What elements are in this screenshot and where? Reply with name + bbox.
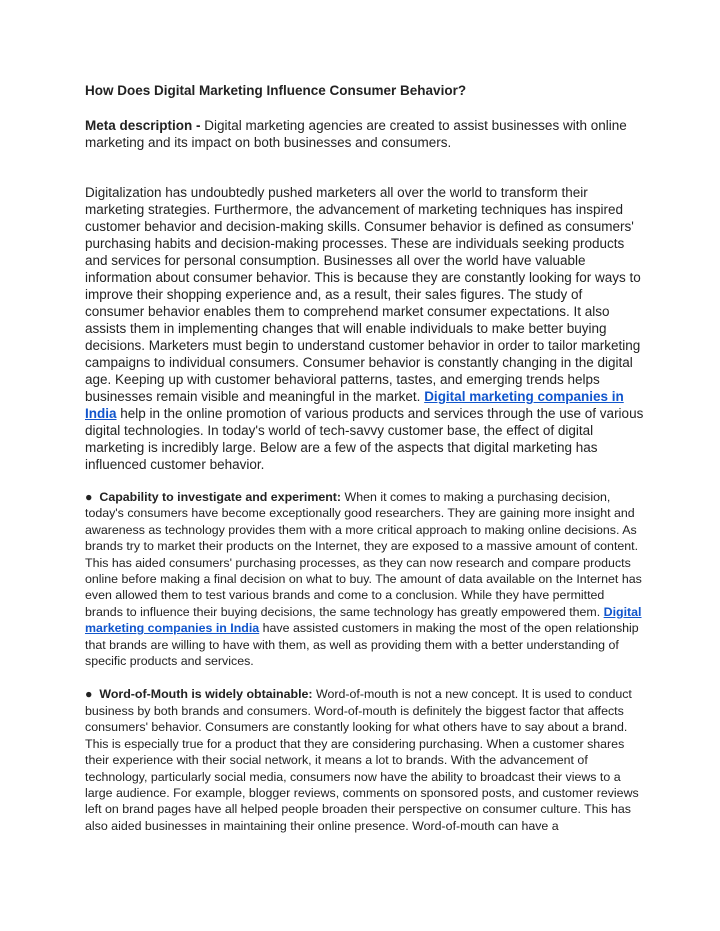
- bullet-marker-icon: ●: [85, 490, 93, 504]
- document-title: How Does Digital Marketing Influence Consumer Behavior?: [85, 83, 467, 98]
- intro-text-continued: help in the online promotion of various products and services through the use of various digital technologies. In today's world of tech-savvy customer base, the effect of digital marketing is incredibly large. Below are a few of the aspects that digital marketing has influenced customer behavior.: [85, 406, 644, 472]
- bullet-text: Word-of-mouth is not a new concept. It is used to conduct business by both brands and consumers. Word-of-mouth is definitely the biggest factor that affects consumers' behavior. Consumers are constantly looking for what others have to say about a brand. This is especially true for a product that they are considering purchasing. When a customer shares their experience with their social network, it means a lot to brands. With the advancement of technology, particularly social media, consumers now have the ability to broadcast their views to a large audience. For example, blogger reviews, comments on sponsored posts, and customer reviews left on brand pages have all helped people broaden their perspective on consumer culture. This has also aided businesses in maintaining their online presence. Word-of-mouth can have a: [85, 687, 639, 833]
- bullet-text-continued: have assisted customers in making the most of the open relationship that brands are willing to have with them, as well as providing them with a better understanding of specific products and services.: [85, 621, 639, 669]
- meta-description: [85, 117, 645, 151]
- digital-marketing-link[interactable]: Digital marketing companies in India: [85, 389, 624, 421]
- bullet-text: When it comes to making a purchasing decision, today's consumers have become exceptionally good researchers. They are gaining more insight and awareness as technology provides them with a more critical approach to making online decisions. As brands try to market their products on the Internet, they are exposed to a massive amount of content. This has aided consumers' purchasing processes, as they can now research and compare products online before making a final decision on what to buy. The amount of data available on the Internet has even allowed them to test various brands and come to a conclusion. While they have permitted brands to influence their buying decisions, the same technology has greatly empowered them.: [85, 490, 642, 619]
- meta-label: Meta description -: [85, 118, 205, 133]
- intro-text: Digitalization has undoubtedly pushed marketers all over the world to transform their marketing strategies. Furthermore, the advancement of marketing techniques has inspired customer behavior and decision-making skills. Consumer behavior is defined as consumers' purchasing habits and decision-making processes. These are individuals seeking products and services for personal consumption. Businesses all over the world have valuable information about consumer behavior. This is because they are constantly looking for ways to improve their shopping experience and, as a result, their sales figures. The study of consumer behavior enables them to comprehend market consumer expectations. It also assists them in implementing changes that will enable individuals to make better buying decisions. Marketers must begin to understand customer behavior in order to tailor marketing campaigns to individual consumers. Consumer behavior is constantly changing in the digital age. Keeping up with customer behavioral patterns, tastes, and emerging trends helps businesses remain visible and meaningful in the market.: [85, 185, 641, 404]
- digital-marketing-link[interactable]: Digital marketing companies in India: [85, 604, 642, 636]
- meta-text: Digital marketing agencies are created to assist businesses with online marketing and its impact on both businesses and consumers.: [85, 118, 627, 150]
- intro-paragraph: [85, 184, 645, 473]
- bullet-heading: Capability to investigate and experiment:: [99, 490, 342, 504]
- bullet-word-of-mouth: [85, 686, 645, 834]
- document-page: [85, 82, 645, 851]
- bullet-heading: Word-of-Mouth is widely obtainable:: [99, 687, 313, 702]
- bullet-research: [85, 489, 645, 669]
- bullet-marker-icon: ●: [85, 687, 93, 702]
